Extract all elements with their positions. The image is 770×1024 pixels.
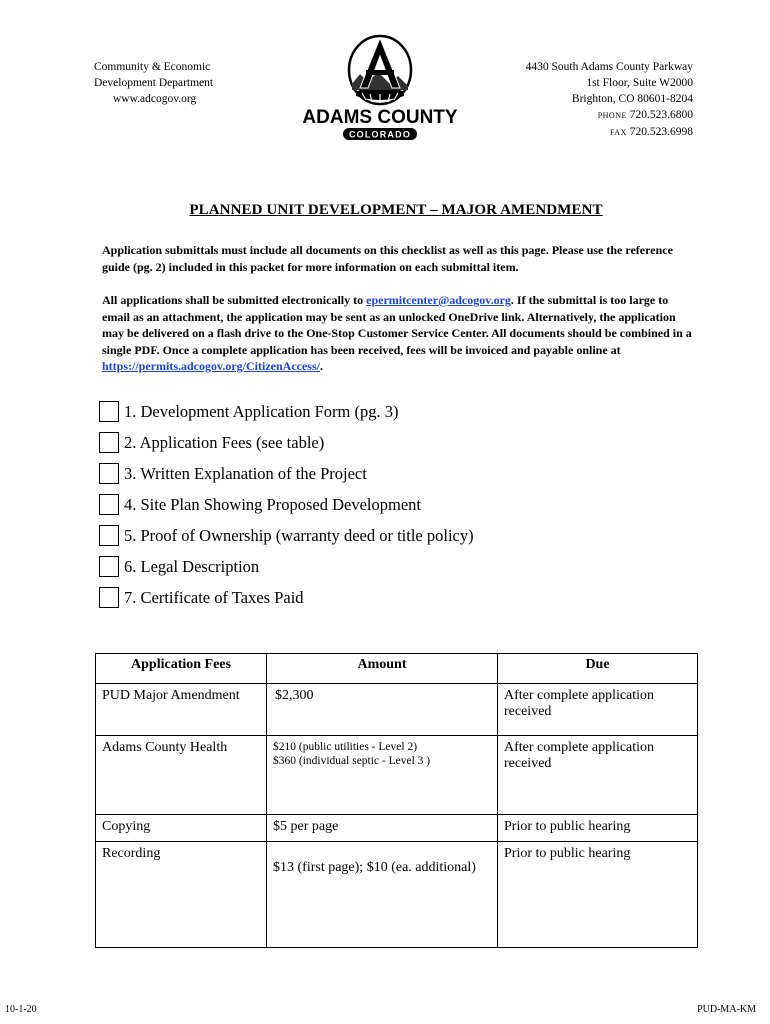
checkbox[interactable] [99, 494, 119, 515]
phone-line [517, 107, 693, 124]
table-row [96, 815, 698, 842]
checklist-item [99, 458, 474, 489]
checkbox[interactable] [99, 587, 119, 608]
checklist-item [99, 427, 474, 458]
amount-text: $2,300 [275, 688, 314, 703]
fee-cell: PUD Major Amendment [96, 684, 267, 736]
intro-paragraph-1: Application submittals must include all documents on this checklist as well as this page. Please use the reference guide (pg. 2) included in this packet for more information on each submittal item. [102, 243, 673, 274]
fee-cell: Adams County Health [96, 736, 267, 815]
adams-county-logo [300, 30, 460, 142]
column-header-due: Due [498, 654, 698, 684]
para2-part-c: . [319, 359, 323, 373]
checklist-item-label: 2. Application Fees (see table) [124, 432, 325, 452]
form-code: PUD-MA-KM [697, 1004, 756, 1015]
department-line-2: Development Department [94, 77, 214, 89]
department-info [94, 59, 213, 107]
column-header-fees: Application Fees [96, 654, 267, 684]
checklist-item-label: 6. Legal Description [124, 556, 260, 576]
table-row [96, 842, 698, 948]
fax-number: 720.523.6998 [629, 126, 693, 138]
due-cell: After complete application received [498, 684, 698, 736]
checklist-item-label: 1. Development Application Form (pg. 3) [124, 401, 399, 421]
checkbox[interactable] [99, 432, 119, 453]
fee-cell: Copying [96, 815, 267, 842]
website-text: www.adcogov.org [113, 93, 197, 105]
amount-text-2: $360 (individual septic - Level 3 ) [273, 755, 431, 767]
fax-label: FAX [609, 128, 627, 137]
checklist-item [99, 396, 474, 427]
fees-table [95, 653, 698, 948]
checkbox[interactable] [99, 401, 119, 422]
checkbox[interactable] [99, 525, 119, 546]
fee-cell: Recording [96, 842, 267, 948]
due-cell: Prior to public hearing [498, 815, 698, 842]
checklist-item [99, 582, 474, 613]
address-line-2: 1st Floor, Suite W2000 [586, 77, 693, 89]
amount-cell [267, 842, 498, 948]
address-block [517, 59, 693, 141]
logo-state: COLORADO [348, 129, 412, 140]
address-line-1: 4430 South Adams County Parkway [525, 61, 693, 73]
phone-label: PHONE [597, 111, 627, 120]
table-header-row [96, 654, 698, 684]
checklist-item [99, 520, 474, 551]
address-line-3: Brighton, CO 80601-8204 [571, 93, 693, 105]
table-row [96, 684, 698, 736]
para2-part-a: All applications shall be submitted electronically to [102, 293, 367, 307]
para2-part-b: . If the submittal is too large to email as an attachment, the application may be sent as an unlocked OneDrive link. Alternatively, the application may be delivered on a flash drive to the One-Stop Customer Service Center. All documents should be combined in a single PDF. Once a complete application has been received, fees will be invoiced and payable online at [102, 293, 692, 357]
due-cell: After complete application received [498, 736, 698, 815]
citizen-access-link[interactable]: https://permits.adcogov.org/CitizenAccess/ [102, 359, 320, 373]
amount-cell: $5 per page [267, 815, 498, 842]
due-cell: Prior to public hearing [498, 842, 698, 948]
amount-text: $210 (public utilities - Level 2) [273, 741, 418, 753]
amount-text: $13 (first page); $10 (ea. additional) [273, 860, 476, 875]
checklist-item-label: 4. Site Plan Showing Proposed Development [124, 494, 421, 514]
phone-number: 720.523.6800 [629, 109, 693, 121]
adams-county-seal-icon [300, 30, 460, 142]
fax-line [517, 124, 693, 141]
revision-date: 10-1-20 [5, 1004, 37, 1015]
column-header-amount: Amount [267, 654, 498, 684]
checklist-item-label: 3. Written Explanation of the Project [124, 463, 367, 483]
department-line-1: Community & Economic [94, 61, 211, 73]
amount-cell [267, 736, 498, 815]
amount-cell [267, 684, 498, 736]
logo-name: ADAMS COUNTY [302, 107, 458, 128]
checkbox[interactable] [99, 556, 119, 577]
table-row [96, 736, 698, 815]
checklist-item [99, 489, 474, 520]
document-title: PLANNED UNIT DEVELOPMENT – MAJOR AMENDMENT [189, 202, 603, 218]
submittal-checklist [99, 396, 474, 613]
email-link[interactable]: epermitcenter@adcogov.org [366, 293, 511, 307]
checklist-item [99, 551, 474, 582]
intro-paragraph-2 [102, 292, 694, 375]
checklist-item-label: 7. Certificate of Taxes Paid [124, 587, 304, 607]
checkbox[interactable] [99, 463, 119, 484]
checklist-item-label: 5. Proof of Ownership (warranty deed or title policy) [124, 525, 474, 545]
